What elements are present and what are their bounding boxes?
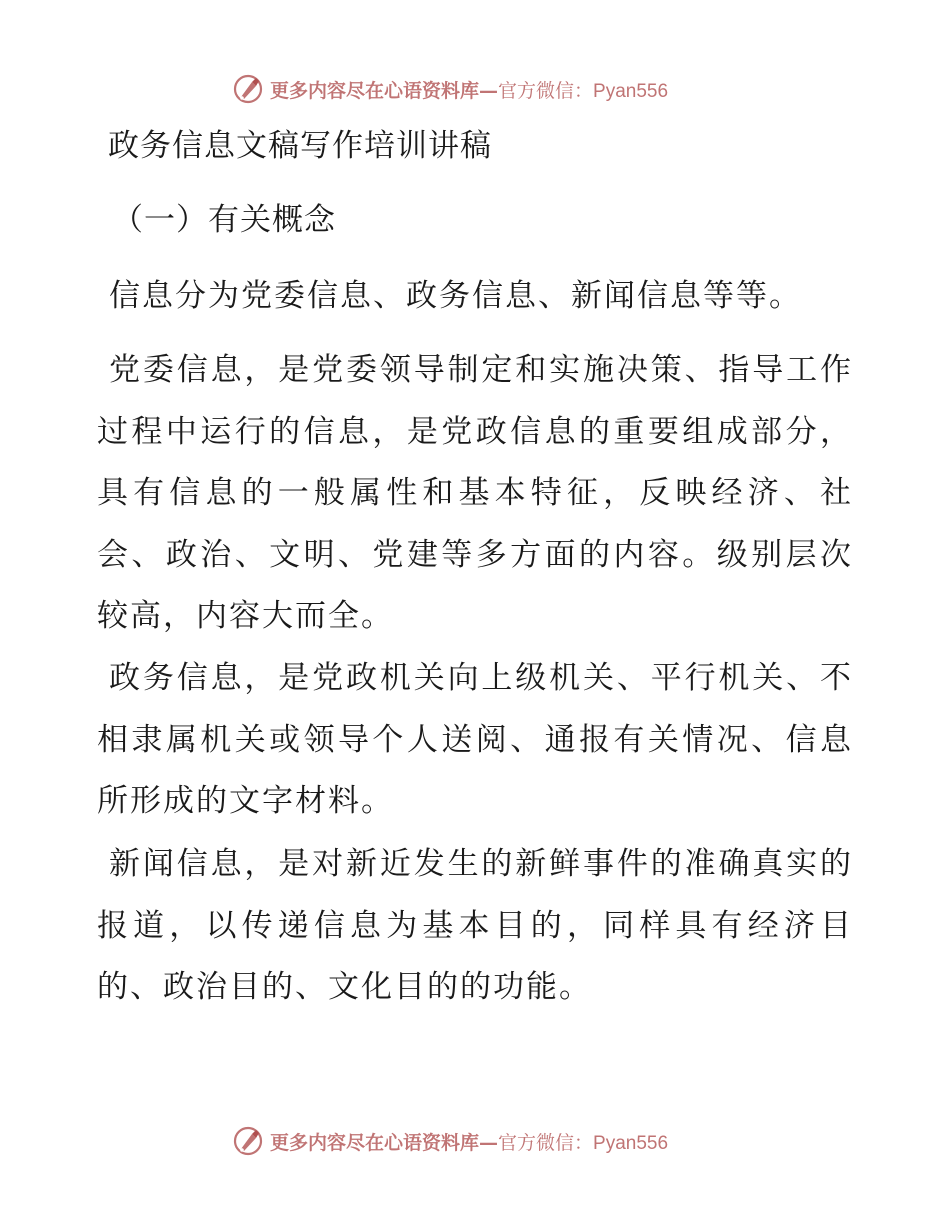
paragraph-news-information: 新闻信息，是对新近发生的新鲜事件的准确真实的报道，以传递信息为基本目的，同样具有经济目的、政治目的、文化目的的功能。 xyxy=(97,846,853,1005)
section-heading: （一）有关概念 xyxy=(112,202,336,238)
watermark-banner-bottom xyxy=(232,1124,732,1158)
paragraph-party-information: 党委信息，是党委领导制定和实施决策、指导工作过程中运行的信息，是党政信息的重要组成部分，具有信息的一般属性和基本特征，反映经济、社会、政治、文明、党建等多方面的内容。级别层次较高，内容大而全。 xyxy=(97,352,853,634)
watermark-brand-text: 更多内容尽在心语资料库— xyxy=(270,79,499,102)
watermark-contact-text: 官方微信：Pyan556 xyxy=(498,80,669,102)
pen-nib-logo-icon xyxy=(232,73,264,105)
watermark-contact-text: 官方微信：Pyan556 xyxy=(498,1132,669,1154)
watermark-brand-text: 更多内容尽在心语资料库— xyxy=(270,1131,499,1154)
paragraph-government-information: 政务信息，是党政机关向上级机关、平行机关、不相隶属机关或领导个人送阅、通报有关情况、信息所形成的文字材料。 xyxy=(97,660,853,819)
watermark-banner-top xyxy=(232,72,732,106)
pen-nib-logo-icon xyxy=(232,1125,264,1157)
paragraph-information-types: 信息分为党委信息、政务信息、新闻信息等等。 xyxy=(109,278,802,314)
document-title: 政务信息文稿写作培训讲稿 xyxy=(108,128,492,164)
